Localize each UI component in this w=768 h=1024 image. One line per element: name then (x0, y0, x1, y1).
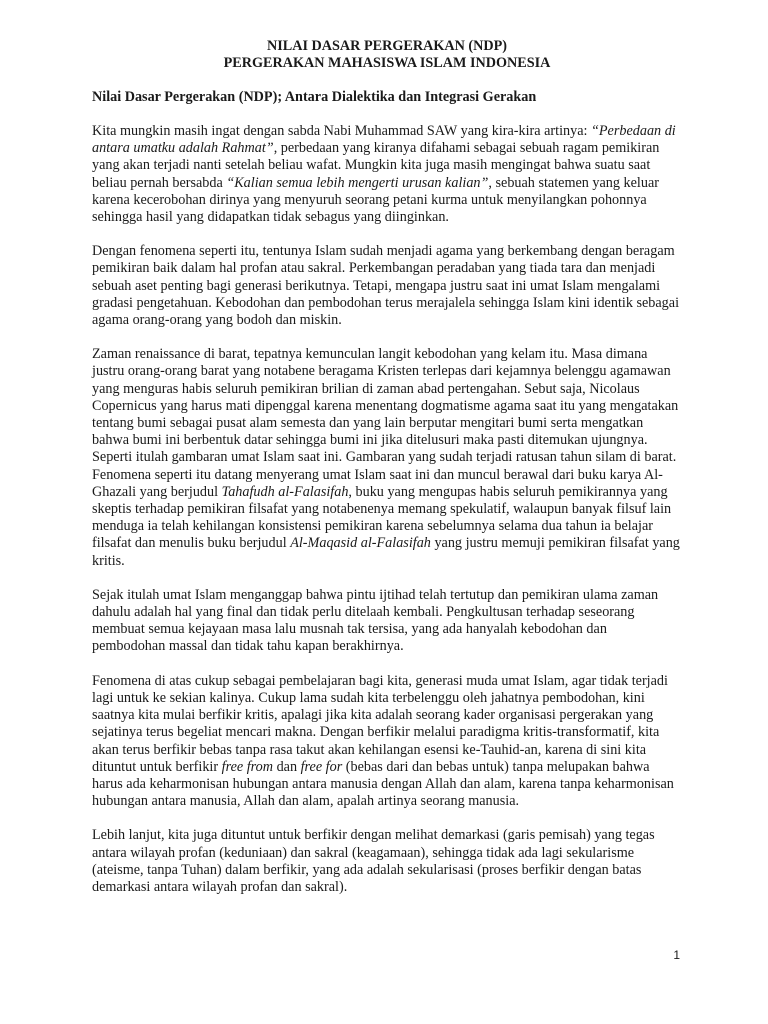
section-subtitle: Nilai Dasar Pergerakan (NDP); Antara Dialektika dan Integrasi Gerakan (92, 89, 537, 105)
text-run: Fenomena di atas cukup sebagai pembelajaran bagi kita, generasi muda umat Islam, agar tidak terjadi lagi untuk ke sekian kalinya. Cukup lama sudah kita terbelenggu oleh jahatnya pembodohan, kini saatnya kita mulai berfikir kritis, apalagi jika kita adalah seorang kader organisasi pergerakan yang sejatinya terus begeliat mencari makna. Dengan berfikir melalui paradigma kritis-transformatif, kita akan terus berfikir bebas tanpa rasa takut akan kehilangan esensi ke-Tauhid-an, karena di sini kita dituntut untuk berfikir (92, 672, 668, 775)
paragraph-2 (92, 243, 682, 329)
text-run: yang justru memuji pemikiran filsafat yang kritis. (92, 535, 680, 569)
italic-text-run: free from (221, 758, 274, 775)
italic-text-run: Tahafudh al-Falasifah (221, 483, 349, 500)
italic-text-run: “Kalian semua lebih mengerti urusan kalian” (226, 174, 489, 191)
text-run: , buku yang mengupas habis seluruh pemikirannya yang skeptis terhadap pemikiran filsafat yang notabenenya memang spekulatif, walaupun banyak filsuf lain menduga ia telah kehilangan konsistensi pemikiran karena sebelumnya selama dua tahun ia belajar filsafat dan menulis buku berjudul (92, 483, 672, 552)
text-run: Kita mungkin masih ingat dengan sabda Nabi Muhammad SAW yang kira-kira artinya: (92, 123, 591, 139)
italic-text-run: Al-Maqasid al-Falasifah (290, 535, 431, 552)
paragraph-4 (92, 587, 682, 656)
italic-text-run: “Perbedaan di antara umatku adalah Rahmat” (92, 123, 676, 157)
text-run: dan (273, 758, 301, 775)
paragraph-1 (92, 123, 682, 226)
text-run: Lebih lanjut, kita juga dituntut untuk berfikir dengan melihat demarkasi (garis pemisah) yang tegas antara wilayah profan (keduniaan) dan sakral (keagamaan), sehingga tidak ada lagi sekularisme (ateisme, tanpa Tuhan) dalam berfikir, yang ada adalah sekularisasi (proses berfikir dengan batas demarkasi antara wilayah profan dan sakral). (92, 827, 655, 895)
text-run: Sejak itulah umat Islam menganggap bahwa pintu ijtihad telah tertutup dan pemikiran ulama zaman dahulu adalah hal yang final dan tidak perlu ditelaah kembali. Pengkultusan terhadap seseorang membuat semua kejayaan masa lalu musnah tak tersisa, yang ada hanyalah kebodohan dan pembodohan massal dan tidak tahu kapan berakhirnya. (92, 586, 659, 655)
text-run: (bebas dari dan bebas untuk) tanpa melupakan bahwa harus ada keharmonisan hubungan antara manusia dengan Allah dan alam, karena tanpa keharmonisan hubungan antara manusia, Allah dan alam, apalah artinya seorang manusia. (92, 758, 674, 810)
paragraph-6 (92, 827, 682, 896)
document-organization: PERGERAKAN MAHASISWA ISLAM INDONESIA (223, 55, 551, 71)
text-run: , sebuah statemen yang keluar karena kecerobohan dirinya yang menyuruh seorang petani kurma untuk menyilangkan pohonnya sehingga hasil yang didapatkan tidak sebagus yang diinginkan. (92, 174, 659, 226)
paragraph-3 (92, 346, 682, 570)
document-title: NILAI DASAR PERGERAKAN (NDP) (266, 38, 507, 54)
text-run: Dengan fenomena seperti itu, tentunya Islam sudah menjadi agama yang berkembang dengan beragam pemikiran baik dalam hal profan atau sakral. Perkembangan peradaban yang tiada tara dan menjadi sebuah aset penting bagi generasi berikutnya. Tetapi, mengapa justru saat ini umat Islam mengalami gradasi pengetahuan. Kebodohan dan pembodohan terus merajalela sehingga Islam kini identik sebagai agama orang-orang yang bodoh dan miskin. (92, 243, 680, 329)
paragraph-5 (92, 673, 682, 811)
text-run: , perbedaan yang kiranya difahami sebagai sebuah ragam pemikiran yang akan terjadi nanti setelah beliau wafat. Mungkin kita juga masih mengingat bahwa suatu saat beliau pernah bersabda (92, 140, 660, 191)
page-number: 1 (673, 948, 680, 962)
italic-text-run: free for (300, 758, 343, 775)
text-run: Zaman renaissance di barat, tepatnya kemunculan langit kebodohan yang kelam itu. Masa dimana justru orang-orang barat yang notabene beragama Kristen terlepas dari kejamnya belenggu agamawan yang menguras habis seluruh pemikiran brilian di zaman abad pertengahan. Sebut saja, Nicolaus Copernicus yang harus mati dipenggal karena menentang dogmatisme agama saat itu yang mengatakan tentang bumi sebagai pusat alam semesta dan yang lain berputar mengitari bumi serta mengatkan bahwa bumi ini berbentuk datar sehingga bumi ini jika ditelusuri maka pasti ditemukan ujungnya. Seperti itulah gambaran umat Islam saat ini. Gambaran yang sudah terjadi ratusan tahun silam di barat. Fenomena seperti itu datang menyerang umat Islam saat ini dan muncul berawal dari buku karya Al-Ghazali yang berjudul (92, 346, 679, 500)
document-body (92, 38, 682, 896)
